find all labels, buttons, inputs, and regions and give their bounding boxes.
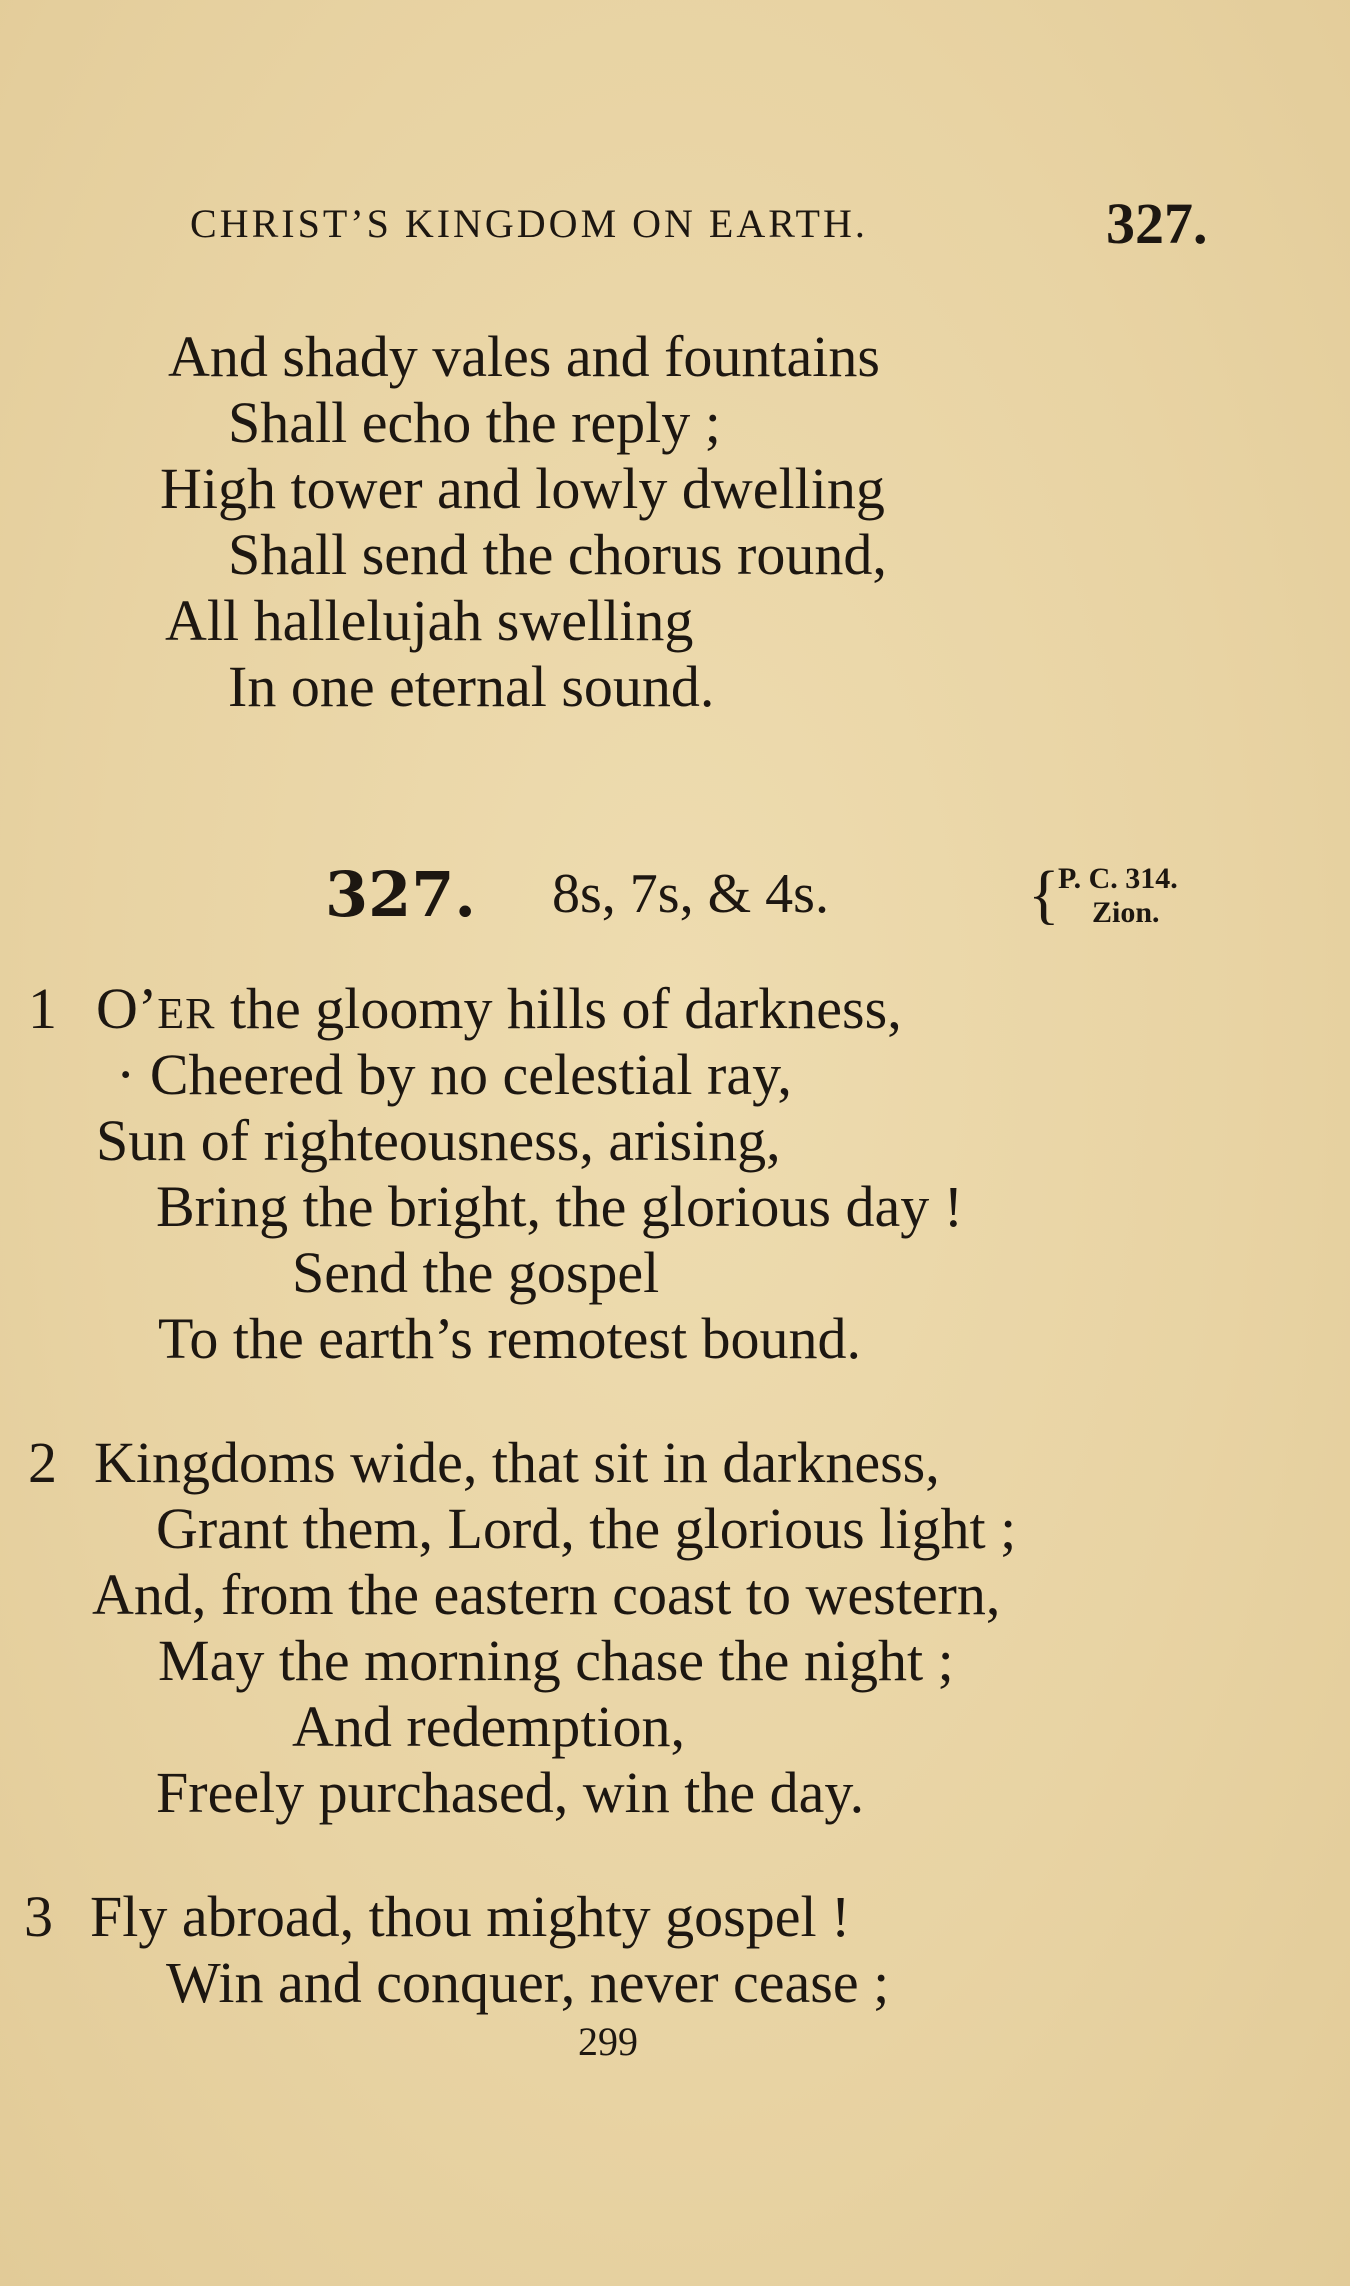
hymn-number: 327. <box>325 858 477 931</box>
running-title: CHRIST’S KINGDOM ON EARTH. <box>190 201 868 246</box>
verse-line: Fly abroad, thou mighty gospel ! <box>90 1884 851 1949</box>
verse-line: May the morning chase the night ; <box>158 1628 954 1693</box>
verse-line: Sun of righteousness, arising, <box>96 1108 781 1173</box>
verse-line: And redemption, <box>292 1694 686 1759</box>
drop-initial: O’ <box>96 976 158 1041</box>
verse-line: And shady vales and fountains <box>168 324 880 389</box>
verse-line: Bring the bright, the glorious day ! <box>156 1174 964 1239</box>
stanza-number: 3 <box>24 1884 53 1949</box>
hymn-meter: 8s, 7s, & 4s. <box>552 863 829 925</box>
stanza-number: 1 <box>28 976 57 1041</box>
verse-line: Grant them, Lord, the glorious light ; <box>156 1496 1017 1561</box>
stanza-number: 2 <box>28 1430 57 1495</box>
verse-line: Kingdoms wide, that sit in darkness, <box>94 1430 940 1495</box>
small-caps-word: ER <box>157 989 216 1038</box>
page-hymn-number: 327. <box>1106 191 1208 256</box>
tune-name: Zion. <box>1092 896 1160 929</box>
verse-line: To the earth’s remotest bound. <box>158 1306 862 1371</box>
verse-line: · Cheered by no celestial ray, <box>116 1042 792 1107</box>
verse-line: And, from the eastern coast to western, <box>92 1562 1001 1627</box>
verse-line: Send the gospel <box>292 1240 660 1305</box>
verse-line: Win and conquer, never cease ; <box>166 1950 890 2015</box>
tune-brace: { <box>1028 858 1060 931</box>
tune-reference: P. C. 314. <box>1058 862 1178 895</box>
stanza-first-line <box>96 976 902 1041</box>
verse-line: High tower and lowly dwelling <box>160 456 885 521</box>
verse-line: In one eternal sound. <box>228 654 715 719</box>
verse-line: All hallelujah swelling <box>165 588 694 653</box>
verse-line: Freely purchased, win the day. <box>156 1760 865 1825</box>
verse-line: Shall echo the reply ; <box>228 390 721 455</box>
page-number: 299 <box>578 2019 638 2064</box>
verse-line: Shall send the chorus round, <box>228 522 887 587</box>
first-line-rest: the gloomy hills of darkness, <box>215 976 902 1041</box>
